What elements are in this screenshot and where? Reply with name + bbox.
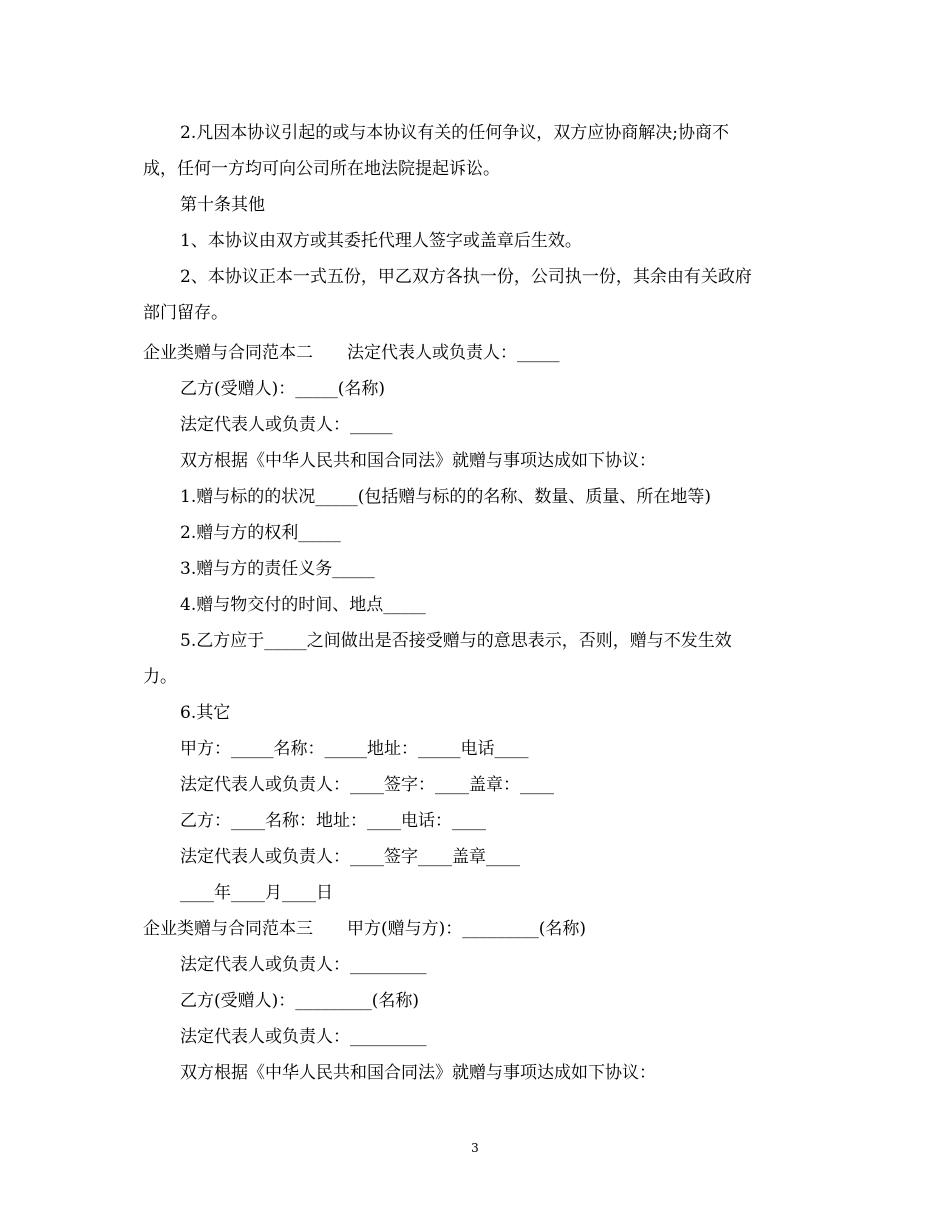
text-line: 乙方(受赠人)：_____(名称) — [180, 379, 386, 399]
text-line: 法定代表人或负责人：_________ — [180, 955, 427, 975]
section-heading: 第十条其他 — [180, 195, 265, 215]
template-heading: 企业类赠与合同范本二 法定代表人或负责人：_____ — [143, 343, 560, 363]
text-line: 双方根据《中华人民共和国合同法》就赠与事项达成如下协议： — [180, 451, 656, 471]
text-line: 1.赠与标的的状况_____(包括赠与标的的名称、数量、质量、所在地等) — [180, 487, 711, 507]
text-line: 6.其它 — [180, 703, 231, 723]
template-heading: 企业类赠与合同范本三 甲方(赠与方)：_________(名称) — [143, 919, 587, 939]
text-line: 2.凡因本协议引起的或与本协议有关的任何争议，双方应协商解决;协商不 — [180, 123, 729, 143]
text-line: 2、本协议正本一式五份，甲乙双方各执一份，公司执一份，其余由有关政府 — [180, 267, 752, 287]
text-line: 部门留存。 — [143, 303, 228, 323]
date-line: ____年____月____日 — [180, 883, 333, 903]
text-line: 成，任何一方均可向公司所在地法院提起诉讼。 — [143, 159, 500, 179]
text-line: 2.赠与方的权利_____ — [180, 523, 341, 543]
text-line: 力。 — [143, 667, 177, 687]
page-number: 3 — [471, 1141, 479, 1155]
text-line: 4.赠与物交付的时间、地点_____ — [180, 595, 426, 615]
text-line: 甲方：_____名称：_____地址：_____电话____ — [180, 739, 529, 759]
text-line: 1、本协议由双方或其委托代理人签字或盖章后生效。 — [180, 231, 582, 251]
text-line: 乙方(受赠人)：_________(名称) — [180, 991, 420, 1011]
text-line: 双方根据《中华人民共和国合同法》就赠与事项达成如下协议： — [180, 1063, 656, 1083]
text-line: 法定代表人或负责人：_________ — [180, 1027, 427, 1047]
text-line: 3.赠与方的责任义务_____ — [180, 559, 375, 579]
text-line: 法定代表人或负责人：_____ — [180, 415, 393, 435]
text-line: 乙方：____名称：地址：____电话：____ — [180, 811, 486, 831]
text-line: 法定代表人或负责人：____签字：____盖章：____ — [180, 775, 554, 795]
text-line: 5.乙方应于_____之间做出是否接受赠与的意思表示，否则，赠与不发生效 — [180, 631, 732, 651]
text-line: 法定代表人或负责人：____签字____盖章____ — [180, 847, 520, 867]
